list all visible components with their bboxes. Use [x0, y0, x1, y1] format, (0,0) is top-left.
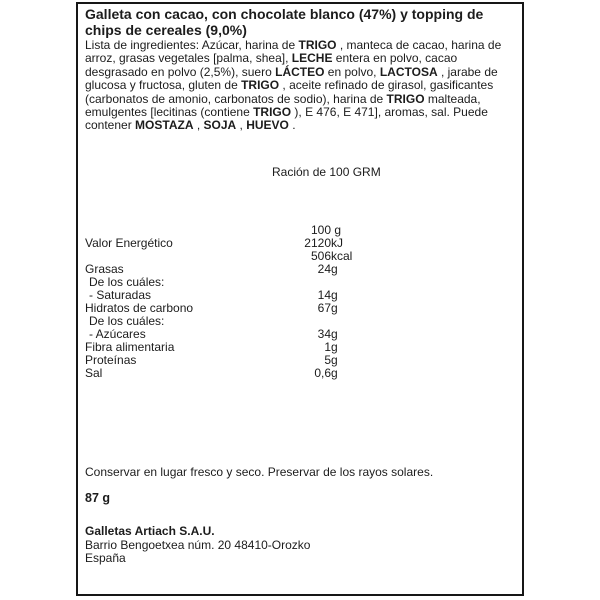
ingredient-text: en polvo,	[324, 64, 380, 79]
product-label	[76, 2, 524, 596]
nutrient-value: 34	[317, 327, 331, 341]
nutrient-label: Valor Energético	[85, 236, 173, 250]
nutrient-unit: g	[331, 353, 338, 367]
nutrient-label: Hidratos de carbono	[85, 301, 194, 315]
nutrient-label: De los cuáles:	[89, 275, 165, 289]
ingredient-text: ), E 476, E 471], aromas, sal. Puede contener	[85, 105, 488, 133]
nutrition-row	[85, 354, 515, 367]
storage-note: Conservar en lugar fresco y seco. Preservar de los rayos solares.	[85, 465, 434, 479]
manufacturer-country: España	[85, 551, 126, 565]
nutrient-unit: g	[331, 340, 338, 354]
nutrient-value: 506	[310, 249, 331, 263]
nutrient-unit: g	[331, 288, 338, 302]
allergen-bold-text: TRIGO	[241, 78, 280, 93]
nutrient-label: Grasas	[85, 262, 124, 276]
nutrient-unit: g	[331, 301, 338, 315]
ingredients-paragraph	[85, 39, 515, 133]
nutrient-label: Proteínas	[85, 353, 137, 367]
nutrient-value: 24	[317, 262, 331, 276]
nutrient-value: 2120	[304, 236, 331, 250]
allergen-bold-text: SOJA	[203, 118, 237, 133]
allergen-bold-text: LÁCTEO	[275, 64, 325, 79]
nutrient-value: 1	[324, 340, 331, 354]
ingredient-text: entera en polvo, cacao desgrasado en polvo (2,5%), suero	[85, 51, 458, 79]
nutrient-unit: kJ	[331, 236, 343, 250]
nutrition-row	[85, 367, 515, 380]
nutrient-unit: kcal	[331, 249, 353, 263]
ingredient-text: , manteca de cacao, harina de arroz, grasas vegetales [palma, shea],	[85, 38, 502, 66]
nutrition-row	[85, 250, 515, 263]
nutrient-unit: g	[331, 223, 342, 237]
ingredient-text: , aceite refinado de girasol, gasificantes (carbonatos de amonio, carbonatos de sodio), harina de	[85, 78, 494, 106]
ingredient-text: Lista de ingredientes: Azúcar, harina de	[85, 38, 299, 52]
ingredient-text: ,	[193, 118, 204, 133]
nutrient-label: De los cuáles:	[89, 314, 165, 328]
nutrient-value: 0,6	[314, 366, 331, 380]
nutrition-row	[85, 341, 515, 354]
nutrient-value: 100	[310, 223, 331, 237]
ingredient-text: ,	[236, 118, 247, 133]
ingredient-text: malteada, emulgentes [lecitinas (contiene	[85, 91, 481, 120]
serving-size-header: Ración de 100 GRM	[272, 165, 381, 179]
allergen-bold-text: LACTOSA	[379, 64, 438, 79]
nutrient-unit: g	[331, 262, 338, 276]
nutrition-row	[85, 237, 515, 250]
manufacturer-block	[85, 525, 515, 566]
nutrient-label: - Saturadas	[89, 288, 152, 302]
ingredient-text: .	[288, 118, 296, 133]
manufacturer-address: Barrio Bengoetxea núm. 20 48410-Orozko	[85, 537, 311, 552]
nutrient-value: 14	[317, 288, 331, 302]
nutrient-label: Sal	[85, 366, 103, 380]
ingredient-text: , jarabe de glucosa y fructosa, gluten de	[85, 64, 498, 93]
allergen-bold-text: TRIGO	[386, 91, 425, 106]
nutrition-row	[85, 315, 515, 328]
nutrient-value: 5	[324, 353, 331, 367]
allergen-bold-text: TRIGO	[253, 105, 292, 120]
net-weight: 87 g	[85, 491, 111, 505]
allergen-bold-text: TRIGO	[298, 38, 337, 52]
product-title: Galleta con cacao, con chocolate blanco (47%) y topping de chips de cereales (9,0%)	[85, 6, 484, 38]
nutrition-table	[85, 224, 515, 380]
nutrient-value: 67	[317, 301, 331, 315]
allergen-bold-text: LECHE	[291, 51, 333, 66]
manufacturer-name: Galletas Artiach S.A.U.	[85, 524, 215, 538]
nutrient-unit: g	[331, 327, 338, 341]
nutrient-label: Fibra alimentaria	[85, 340, 175, 354]
allergen-bold-text: MOSTAZA	[135, 118, 194, 133]
nutrient-label: - Azúcares	[89, 327, 146, 341]
allergen-bold-text: HUEVO	[246, 118, 289, 133]
nutrient-unit: g	[331, 366, 338, 380]
